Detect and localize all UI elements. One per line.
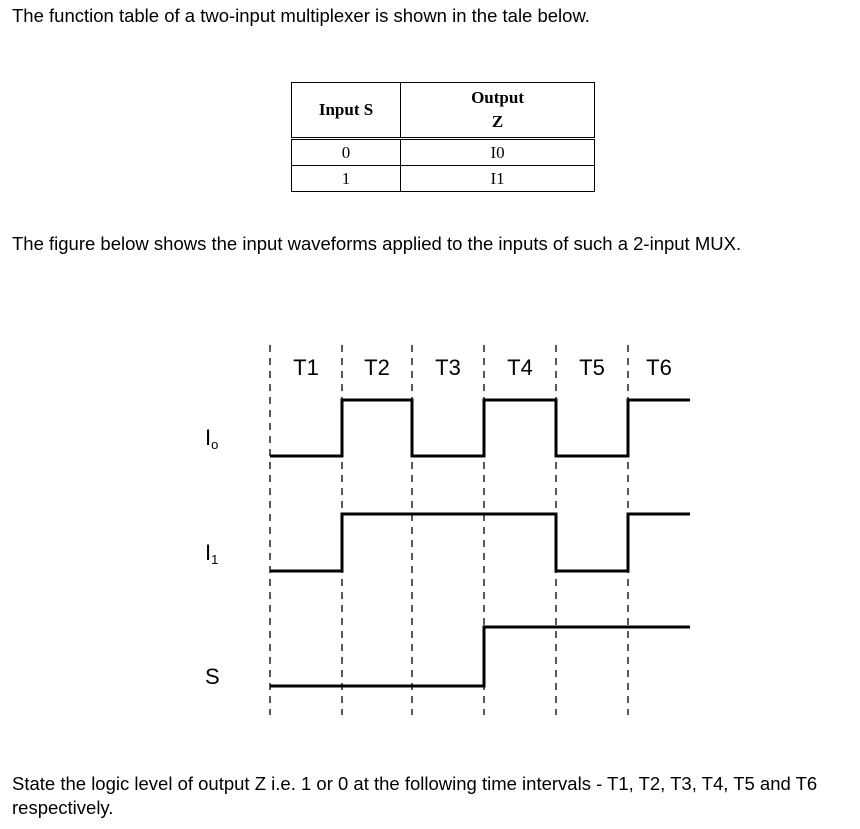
table-cell: 0 — [292, 139, 401, 166]
signal-waveforms — [270, 400, 690, 686]
timing-diagram — [0, 330, 860, 730]
table-row — [292, 139, 595, 166]
header-output-z: Output Z — [401, 83, 595, 139]
intro-text: The function table of a two-input multiplexer is shown in the tale below. — [12, 5, 590, 26]
interval-label: T6 — [646, 355, 672, 380]
table-row — [292, 166, 595, 192]
signal-wave — [270, 627, 690, 686]
signal-label: Io — [205, 425, 219, 452]
signal-wave — [270, 400, 690, 456]
interval-label: T3 — [435, 355, 461, 380]
interval-label: T5 — [579, 355, 605, 380]
interval-label: T4 — [507, 355, 533, 380]
function-table — [291, 82, 595, 192]
header-input-s: Input S — [292, 83, 401, 139]
signal-wave — [270, 514, 690, 571]
signal-label: S — [205, 664, 220, 689]
table-cell: I1 — [401, 166, 595, 192]
interval-labels — [293, 355, 672, 380]
table-cell: I0 — [401, 139, 595, 166]
table-header-row — [292, 83, 595, 139]
interval-label: T1 — [293, 355, 319, 380]
signal-labels — [205, 425, 220, 689]
interval-gridlines — [270, 345, 628, 715]
table-cell: 1 — [292, 166, 401, 192]
question-text: State the logic level of output Z i.e. 1 or 0 at the following time intervals - T1, T2, T3, T4, T5 and T6 respectively. — [12, 773, 818, 818]
signal-label: I1 — [205, 540, 219, 567]
interval-label: T2 — [364, 355, 390, 380]
figure-caption: The figure below shows the input waveforms applied to the inputs of such a 2-input MUX. — [12, 233, 742, 254]
